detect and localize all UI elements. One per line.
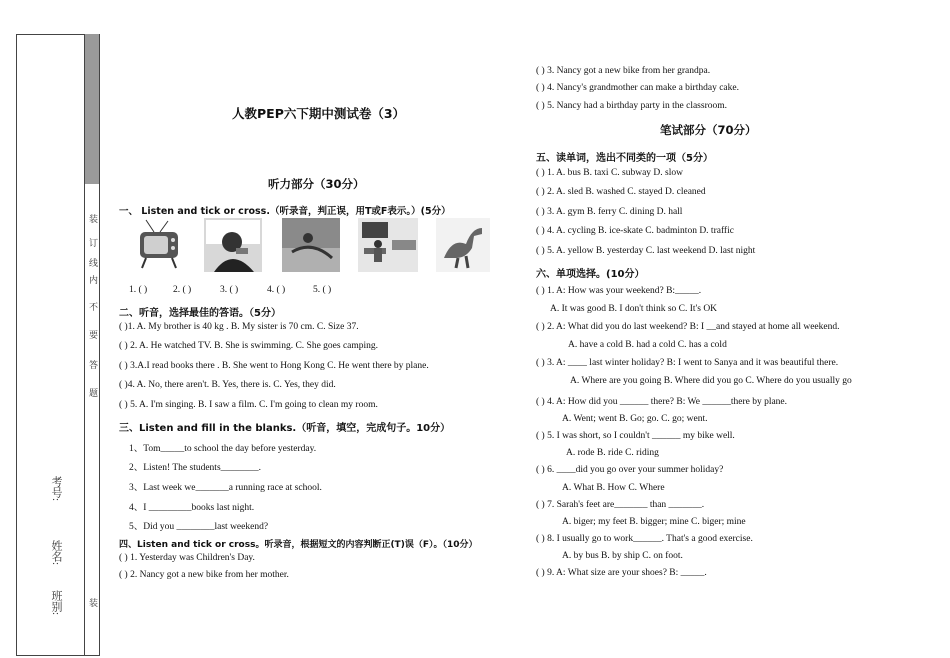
s6-q1-options: A. It was good B. I don't think so C. It's OK <box>550 304 718 314</box>
kaohao-label: 考号: <box>50 476 62 502</box>
s6-q3: ( ) 3. A: ____ last winter holiday? B: I went to Sanya and it was beautiful there. <box>536 358 839 368</box>
section4-heading: 四、Listen and tick or cross。听录音，根据短文的内容判断正(T)误（F）。（10分） <box>119 540 478 550</box>
s2-item-5: ( ) 5. A. I'm singing. B. I saw a film. C. I'm going to clean my room. <box>119 400 378 410</box>
binding-note-4: 内 <box>88 275 98 284</box>
binding-note-2: 订 <box>88 238 98 247</box>
s6-q8: ( ) 8. I usually go to work______. That's a good exercise. <box>536 534 753 544</box>
s2-item-4: ( )4. A. No, there aren't. B. Yes, there is. C. Yes, they did. <box>119 380 336 390</box>
s6-q6-options: A. What B. How C. Where <box>562 483 665 493</box>
s3-item-2: 2、Listen! The students________. <box>129 463 262 473</box>
class-label: 班别: <box>50 590 62 616</box>
listening-title: 听力部分（30分） <box>268 177 365 191</box>
s5-item-5: ( ) 5. A. yellow B. yesterday C. last weekend D. last night <box>536 246 756 256</box>
s5-item-1: ( ) 1. A. bus B. taxi C. subway D. slow <box>536 168 683 178</box>
s5-item-3: ( ) 3. A. gym B. ferry C. dining D. hall <box>536 207 683 217</box>
s2-item-1: ( )1. A. My brother is 40 kg . B. My sister is 70 cm. C. Size 37. <box>119 322 359 332</box>
s6-q3-options: A. Where are you going B. Where did you go C. Where do you usually go <box>570 376 852 386</box>
s6-q9: ( ) 9. A: What size are your shoes? B: _____. <box>536 568 707 578</box>
section6-heading: 六、单项选择。(10分） <box>536 269 645 280</box>
s6-q7: ( ) 7. Sarah's feet are_______ than _______. <box>536 500 705 510</box>
s5-item-2: ( ) 2. A. sled B. washed C. stayed D. cleaned <box>536 187 706 197</box>
section1-heading: 一、 Listen and tick or cross.（听录音，判正误，用T或F表示。）(5分） <box>119 206 451 217</box>
binding-note-3: 线 <box>88 258 98 267</box>
s1-blank-4[interactable]: 4. ( ) <box>267 285 286 295</box>
binding-note-7: 答 <box>88 360 98 369</box>
binding-note-5: 不 <box>88 302 98 311</box>
s4-item-5: ( ) 5. Nancy had a birthday party in the classroom. <box>536 101 727 111</box>
section3-heading: 三、Listen and fill in the blanks.（听音，填空，完成句子。10分） <box>119 423 451 434</box>
s6-q5: ( ) 5. I was short, so I couldn't ______ my bike well. <box>536 431 735 441</box>
s3-item-3: 3、Last week we_______a running race at school. <box>129 483 322 493</box>
s1-blank-5[interactable]: 5. ( ) <box>313 285 332 295</box>
s4-item-3: ( ) 3. Nancy got a new bike from her grandpa. <box>536 66 711 76</box>
dinosaur-picture <box>436 218 490 272</box>
s4-item-2: ( ) 2. Nancy got a new bike from her mother. <box>119 570 289 580</box>
binding-strip <box>84 184 100 656</box>
s2-item-2: ( ) 2. A. He watched TV. B. She is swimming. C. She goes camping. <box>119 341 379 351</box>
s6-q1: ( ) 1. A: How was your weekend? B:_____. <box>536 286 702 296</box>
writing-title: 笔试部分（70分） <box>660 123 757 137</box>
s6-q2: ( ) 2. A: What did you do last weekend? B: I __and stayed at home all weekend. <box>536 322 840 332</box>
s3-item-1: 1、Tom_____to school the day before yesterday. <box>129 444 317 454</box>
s1-blank-1[interactable]: 1. ( ) <box>129 285 148 295</box>
s6-q4: ( ) 4. A: How did you ______ there? B: We ______there by plane. <box>536 397 788 407</box>
s3-item-4: 4、I _________books last night. <box>129 503 255 513</box>
s5-item-4: ( ) 4. A. cycling B. ice-skate C. badminton D. traffic <box>536 226 734 236</box>
binding-note-1: 装 <box>88 214 98 223</box>
s1-blank-2[interactable]: 2. ( ) <box>173 285 192 295</box>
s2-item-3: ( ) 3.A.I read books there . B. She went to Hong Kong C. He went there by plane. <box>119 361 429 371</box>
binding-strip-dark <box>84 34 100 184</box>
binding-note-8: 题 <box>88 388 98 397</box>
binding-note-6: 要 <box>88 330 98 339</box>
page-title: 人教PEP六下期中测试卷（3） <box>232 106 406 121</box>
binding-bottom: 装 <box>88 598 98 607</box>
classroom-picture <box>358 218 418 272</box>
s6-q6: ( ) 6. ____did you go over your summer holiday? <box>536 465 724 475</box>
boy-watching-picture <box>204 218 262 272</box>
s1-blank-3[interactable]: 3. ( ) <box>220 285 239 295</box>
s4-item-1: ( ) 1. Yesterday was Children's Day. <box>119 553 255 563</box>
s6-q5-options: A. rode B. ride C. riding <box>566 448 659 458</box>
s6-q7-options: A. biger; my feet B. bigger; mine C. biger; mine <box>562 517 746 527</box>
s3-item-5: 5、Did you ________last weekend? <box>129 522 269 532</box>
s6-q8-options: A. by bus B. by ship C. on foot. <box>562 551 683 561</box>
s6-q4-options: A. Went; went B. Go; go. C. go; went. <box>562 414 708 424</box>
section5-heading: 五、读单词，选出不同类的一项（5分） <box>536 153 713 164</box>
lake-picture <box>282 218 340 272</box>
tv-picture <box>134 218 184 272</box>
s4-item-4: ( ) 4. Nancy's grandmother can make a birthday cake. <box>536 83 739 93</box>
name-label: 姓名: <box>50 540 62 566</box>
section2-heading: 二、听音，选择最佳的答语。（5分） <box>119 308 281 319</box>
s6-q2-options: A. have a cold B. had a cold C. has a cold <box>568 340 727 350</box>
